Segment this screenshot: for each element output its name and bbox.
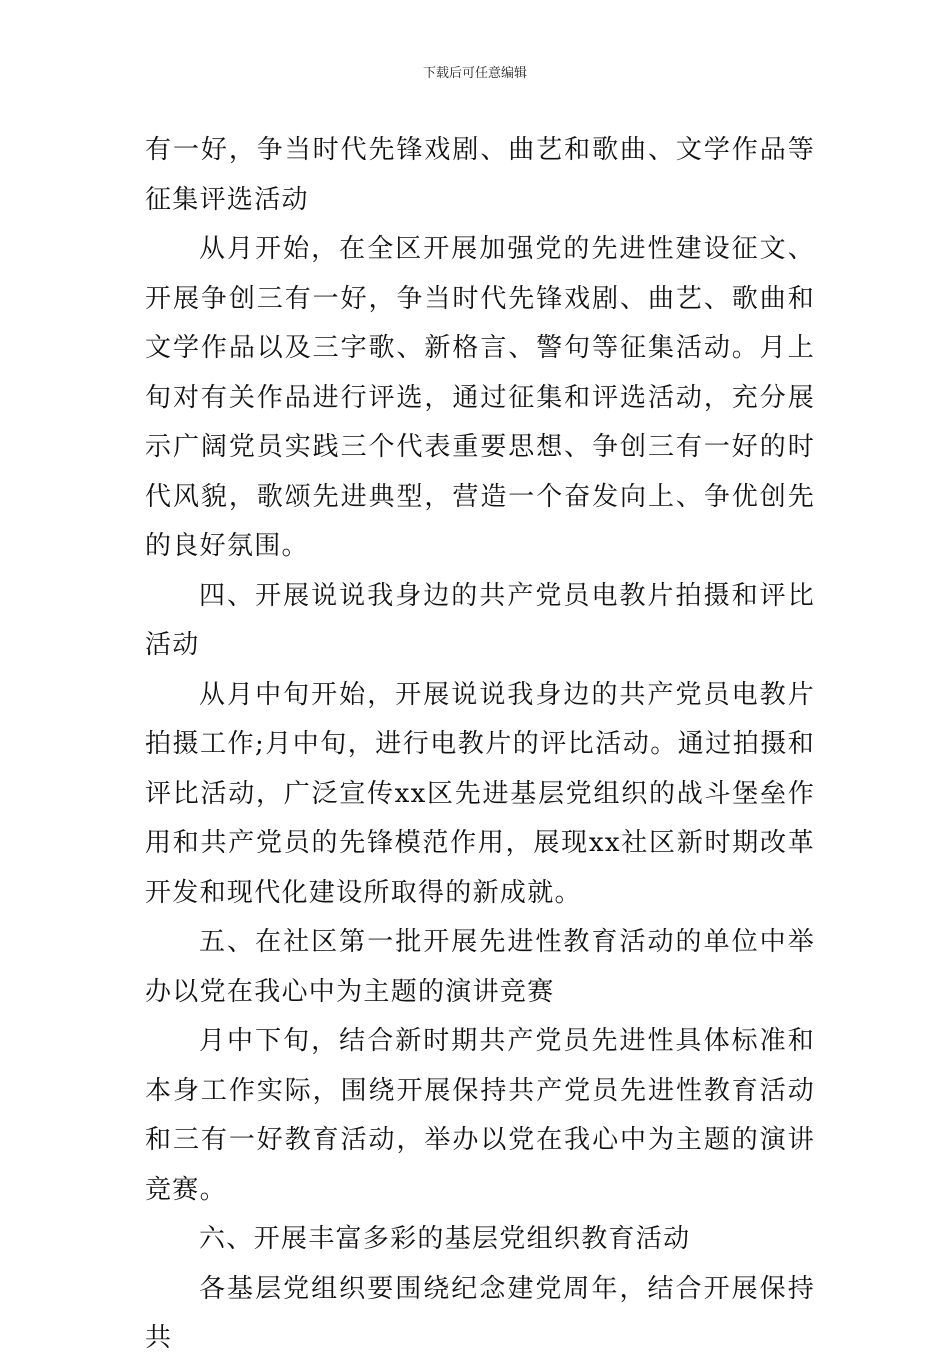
paragraph: 从月中旬开始，开展说说我身边的共产党员电教片拍摄工作;月中旬，进行电教片的评比活动。通过拍摄和评比活动，广泛宣传xx区先进基层党组织的战斗堡垒作用和共产党员的先锋模范作用，展现xx社区新时期改革开发和现代化建设所取得的新成就。: [145, 679, 815, 908]
section-heading: 六、开展丰富多彩的基层党组织教育活动: [199, 1224, 691, 1254]
document-body: [145, 126, 815, 1364]
page-header: 下载后可任意编辑: [422, 66, 527, 81]
paragraph: 月中下旬，结合新时期共产党员先进性具体标准和本身工作实际，围绕开展保持共产党员先进性教育活动和三有一好教育活动，举办以党在我心中为主题的演讲竞赛。: [145, 1026, 815, 1205]
paragraph: 各基层党组织要围绕纪念建党周年，结合开展保持共: [145, 1273, 815, 1353]
paragraph-heading-continuation: 有一好，争当时代先锋戏剧、曲艺和歌曲、文学作品等征集评选活动: [145, 135, 815, 215]
section-heading: 五、在社区第一批开展先进性教育活动的单位中举办以党在我心中为主题的演讲竞赛: [145, 927, 815, 1007]
section-heading: 四、开展说说我身边的共产党员电教片拍摄和评比活动: [145, 580, 815, 660]
paragraph: 从月开始，在全区开展加强党的先进性建设征文、开展争创三有一好，争当时代先锋戏剧、曲艺、歌曲和文学作品以及三字歌、新格言、警句等征集活动。月上旬对有关作品进行评选，通过征集和评选活动，充分展示广阔党员实践三个代表重要思想、争创三有一好的时代风貌，歌颂先进典型，营造一个奋发向上、争优创先的良好氛围。: [145, 234, 815, 561]
